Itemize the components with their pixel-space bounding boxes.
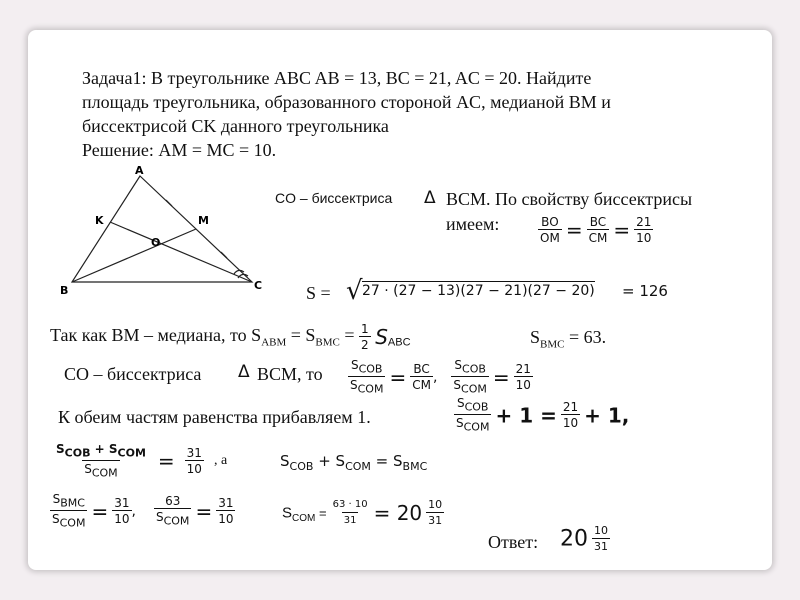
label-c: C bbox=[254, 279, 263, 292]
frac-bo-om: $\frac{BO}{OM}$ bbox=[540, 215, 560, 245]
step2-bcm-text: BCM, то bbox=[257, 364, 323, 384]
solution-line: Решение: AM = MC = 10. bbox=[82, 140, 277, 160]
step3-formula: $\frac{S_{COB}}{S_{COM}}$ + 1 = $\frac{21}{10}$ + 1, bbox=[456, 396, 630, 434]
triangle-figure bbox=[58, 162, 273, 297]
frac-scob-scom-3: $\frac{S_{COB}}{S_{COM}}$ bbox=[456, 396, 490, 434]
step3-text: К обеим частям равенства прибавляем 1. bbox=[58, 407, 371, 427]
step1-delta: Δ bbox=[424, 188, 436, 208]
step1-bcm-text: BCM. По свойству биссектрисы bbox=[446, 189, 693, 209]
problem-line-3: биссектрисой CK данного треугольника bbox=[82, 116, 389, 136]
frac-sbmc-scom: $\frac{S_{BMC}}{S_{COM}}$ bbox=[52, 492, 86, 530]
step4-separator: , a bbox=[214, 453, 228, 468]
heron-s-label: S = bbox=[306, 283, 331, 303]
heron-result: = 126 bbox=[622, 282, 668, 300]
tick-am bbox=[166, 200, 172, 206]
frac-31-10: $\frac{31}{10}$ bbox=[186, 446, 202, 477]
sqrt-icon: √ bbox=[346, 276, 363, 306]
label-o: O bbox=[151, 236, 161, 249]
label-k: K bbox=[95, 214, 104, 227]
bisector-ck bbox=[110, 222, 252, 282]
frac-21-10-2: $\frac{21}{10}$ bbox=[515, 362, 531, 393]
frac-21-10-3: $\frac{21}{10}$ bbox=[562, 400, 579, 431]
answer-fraction: $\frac{10}{31}$ bbox=[594, 524, 608, 553]
step5-formula: $\frac{S_{BMC}}{S_{COM}}$ = $\frac{31}{10}$ , $\frac{63}{S_{COM}}$ = $\frac{31}{10}$ bbox=[52, 492, 234, 530]
tick-mc bbox=[221, 252, 227, 258]
scom-result: $S_{COM}$ = $\frac{63 \cdot 10}{31}$ = 20 $\frac{10}{31}$ bbox=[282, 498, 443, 527]
frac-10-31: $\frac{10}{31}$ bbox=[428, 498, 443, 527]
slide bbox=[28, 30, 772, 570]
frac-21-10: $\frac{21}{10}$ bbox=[636, 215, 652, 245]
step2-formula: $\frac{S_{COB}}{S_{COM}}$ = $\frac{BC}{CM}$ , $\frac{S_{COB}}{S_{COM}}$ = $\frac{21}{10}$ bbox=[350, 358, 531, 396]
median-bm bbox=[72, 229, 196, 282]
answer-label: Ответ: bbox=[488, 532, 539, 552]
frac-630-31: $\frac{63 \cdot 10}{31}$ bbox=[332, 499, 368, 526]
frac-31-10-c: $\frac{31}{10}$ bbox=[218, 496, 234, 527]
median-line: Так как BM – медиана, то $S_{ABM} = S_{BMC}$ = $\frac{1}{2}$ $S_{ABC}$ bbox=[50, 322, 411, 352]
step1-have-text: имеем: bbox=[446, 214, 500, 234]
problem-line-2: площадь треугольника, образованного стороной AC, медианой BM и bbox=[82, 92, 611, 112]
sbmc-value: $S_{BMC} = 63$. bbox=[530, 327, 607, 351]
frac-31-10-b: $\frac{31}{10}$ bbox=[114, 496, 130, 527]
step2-co-text: CO – биссектриса bbox=[64, 364, 202, 384]
frac-one-half: $\frac{1}{2}$ bbox=[361, 322, 369, 352]
frac-bc-cm-2: $\frac{BC}{CM}$ bbox=[412, 362, 431, 393]
label-b: B bbox=[60, 284, 69, 297]
frac-scob-scom: $\frac{S_{COB}}{S_{COM}}$ bbox=[350, 358, 384, 396]
step1-formula: $\frac{BO}{OM}$ = $\frac{BC}{CM}$ = $\frac{21}{10}$ bbox=[540, 215, 652, 245]
frac-63-scom: $\frac{63}{S_{COM}}$ bbox=[155, 494, 190, 528]
answer-value: 20 $\frac{10}{31}$ bbox=[560, 524, 608, 553]
step4-sum: $S_{COB} + S_{COM} = S_{BMC}$ bbox=[280, 452, 428, 473]
label-a: A bbox=[135, 164, 144, 177]
step2-delta: Δ bbox=[238, 362, 250, 382]
heron-radicand: 27 · (27 − 13)(27 − 21)(27 − 20) bbox=[362, 283, 595, 299]
triangle-abc bbox=[72, 176, 252, 282]
step1-co-text: CO – биссектриса bbox=[275, 190, 393, 206]
frac-bc-cm: $\frac{BC}{CM}$ bbox=[588, 215, 608, 245]
problem-line-1: Задача1: В треугольнике ABC AB = 13, BC = 21, AC = 20. Найдите bbox=[82, 68, 592, 88]
label-m: M bbox=[198, 214, 209, 227]
step4-formula: $\frac{S_{COB} + S_{COM}}{S_{COM}}$ = $\frac{31}{10}$ bbox=[56, 442, 202, 480]
frac-sum-over-scom: $\frac{S_{COB} + S_{COM}}{S_{COM}}$ bbox=[56, 442, 146, 480]
frac-scob-scom-2: $\frac{S_{COB}}{S_{COM}}$ bbox=[453, 358, 487, 396]
